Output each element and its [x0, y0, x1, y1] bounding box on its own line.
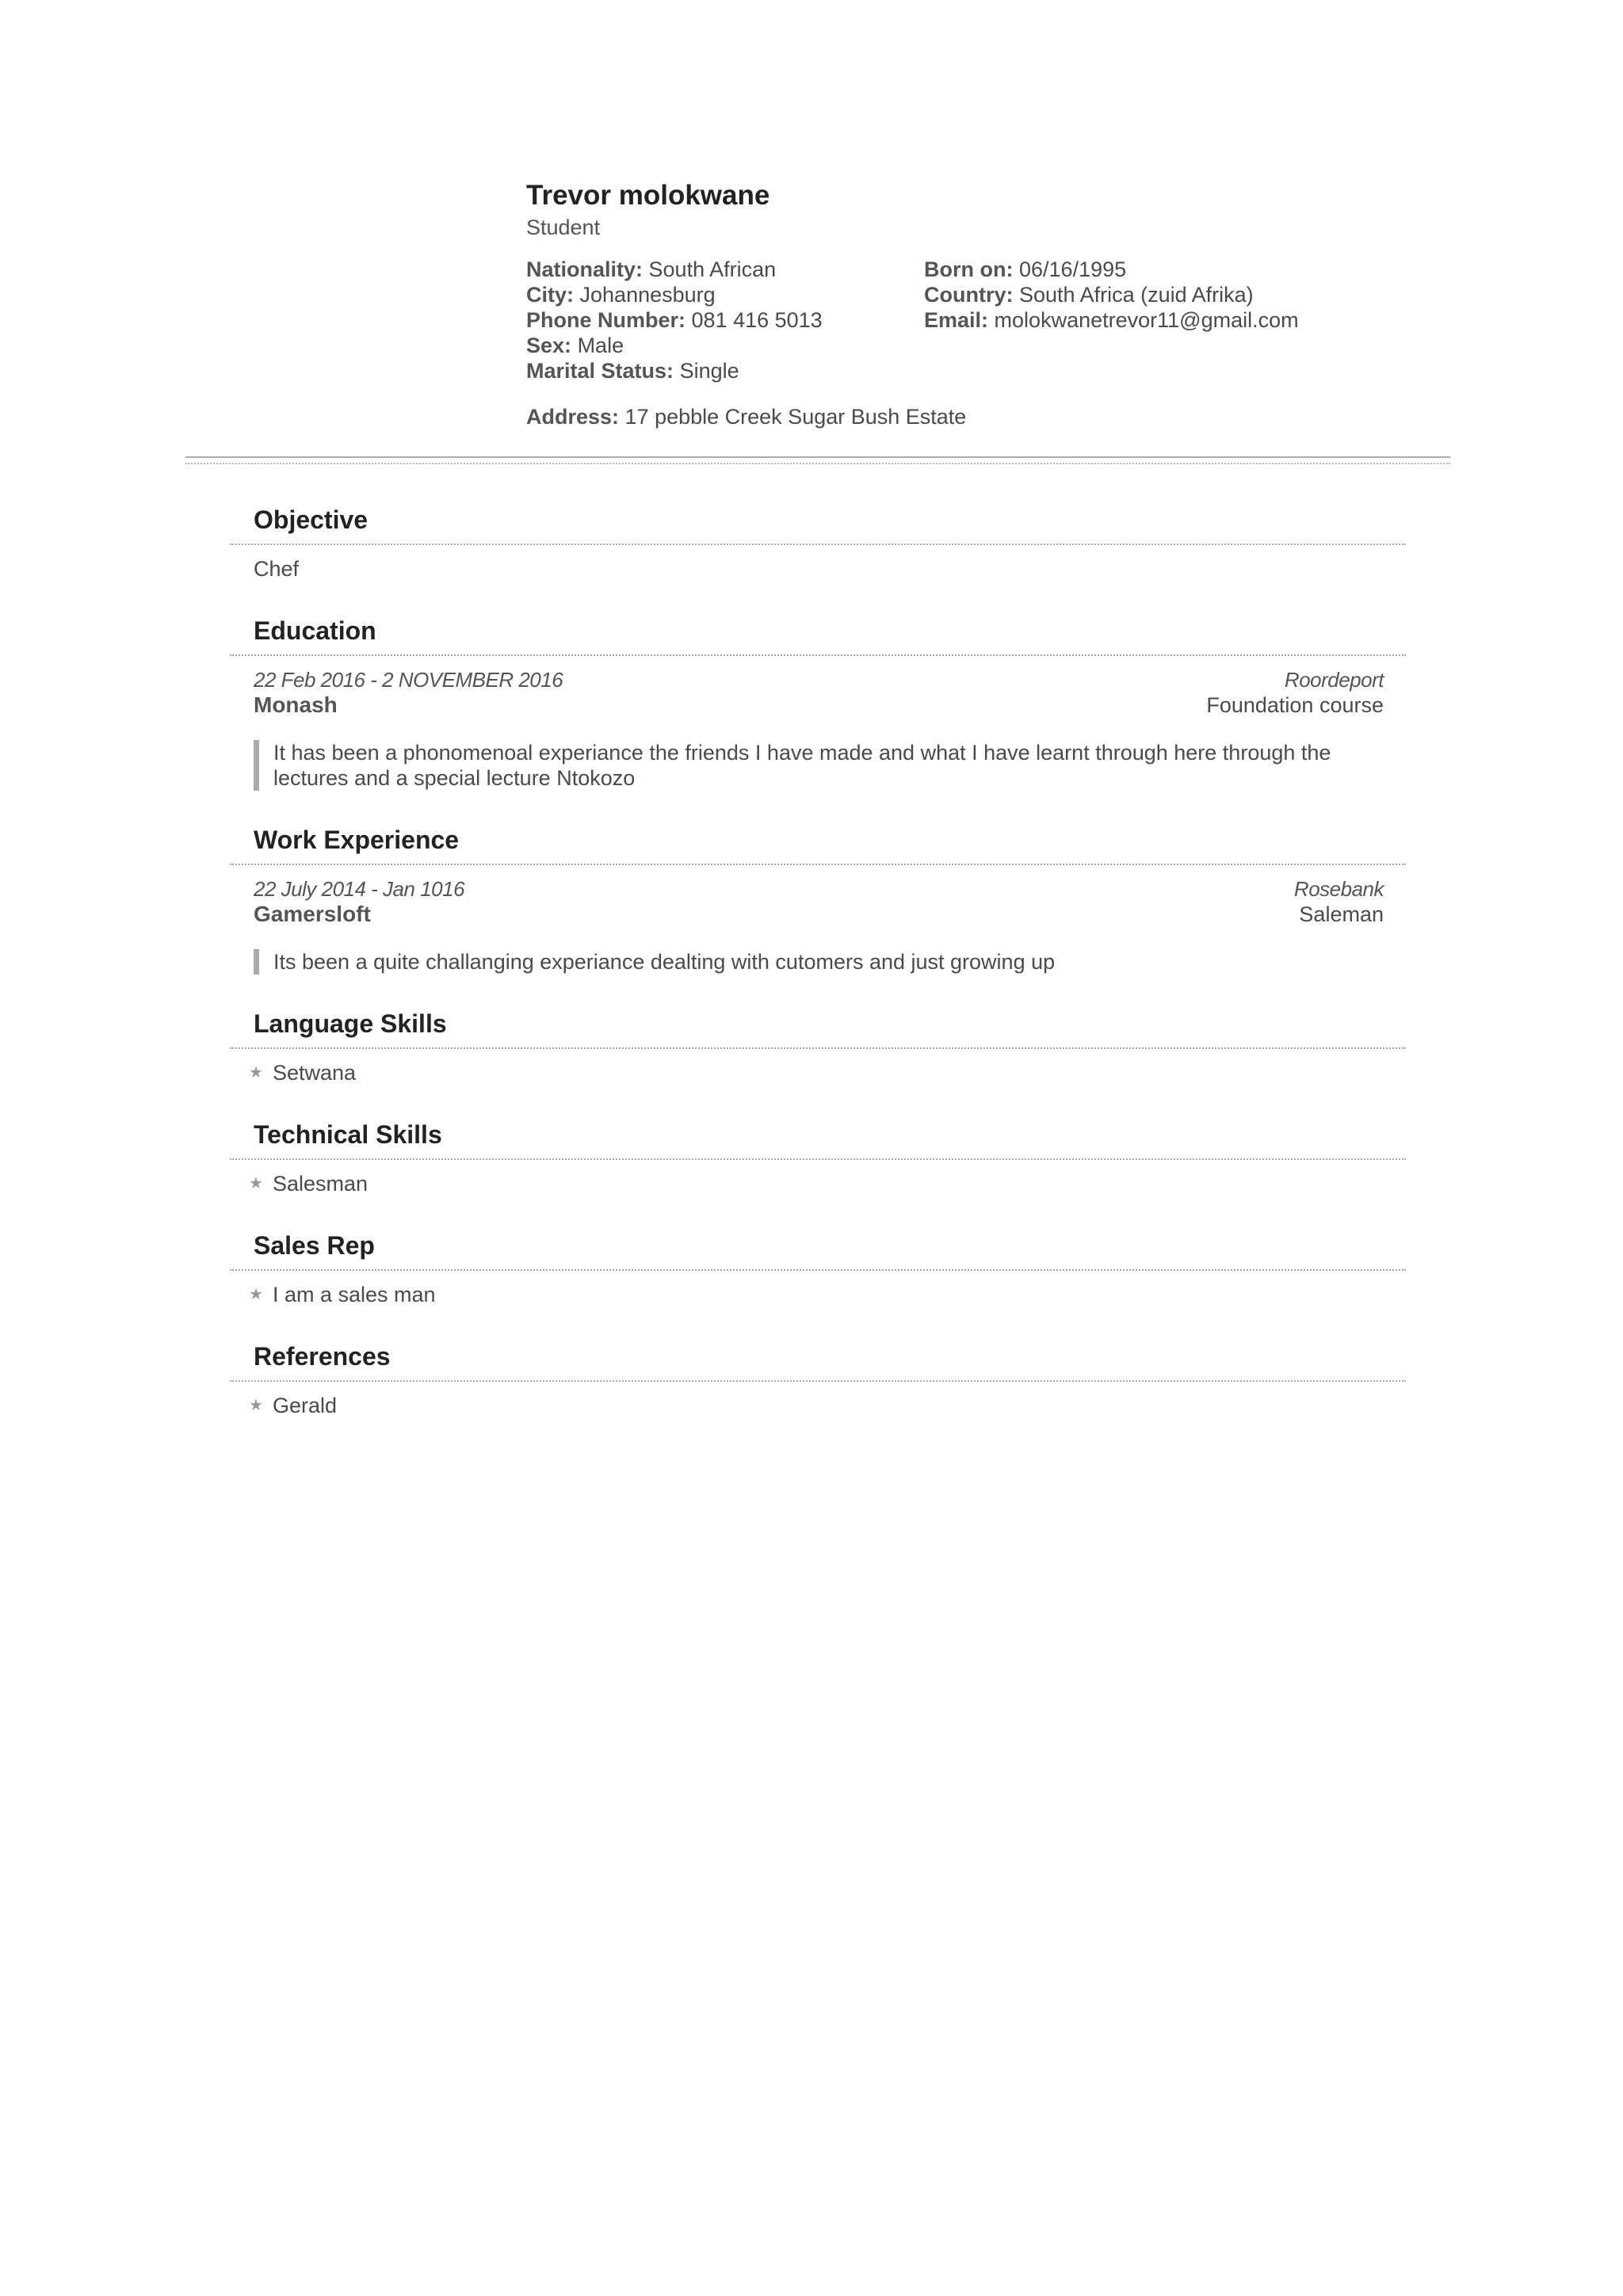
entry-organization: Gamersloft: [254, 902, 371, 926]
personal-info-left: [526, 257, 924, 383]
section-title: Technical Skills: [230, 1119, 1406, 1160]
nationality-row: Nationality: South African: [526, 257, 777, 281]
entry-location: Rosebank: [1293, 877, 1384, 901]
star-icon: ★: [249, 1064, 263, 1081]
star-icon: ★: [249, 1286, 263, 1303]
resume-header: [526, 179, 1477, 429]
education-section: [230, 615, 1406, 791]
entry-role: Foundation course: [1206, 693, 1384, 717]
star-icon: ★: [249, 1175, 263, 1192]
email-row: Email: molokwanetrevor11@gmail.com: [924, 308, 1299, 332]
marital-status-row: Marital Status: Single: [526, 359, 739, 383]
country-row: Country: South Africa (zuid Afrika): [924, 283, 1254, 307]
references-section: [230, 1341, 1406, 1418]
work-experience-section: [230, 824, 1406, 974]
section-title: Work Experience: [230, 824, 1406, 865]
list-item: ★ Setwana: [249, 1061, 357, 1085]
section-title: Education: [230, 615, 1406, 656]
entry-description: Its been a quite challanging experiance dealting with cutomers and just growing up: [254, 949, 1384, 974]
star-icon: ★: [249, 1397, 263, 1414]
entry-organization: Monash: [254, 692, 338, 717]
sex-row: Sex: Male: [526, 334, 624, 357]
list-item: ★ Gerald: [249, 1394, 337, 1417]
person-title: Student: [526, 215, 601, 239]
list-item: ★ Salesman: [249, 1172, 369, 1196]
city-row: City: Johannesburg: [526, 283, 716, 307]
objective-text: Chef: [254, 557, 300, 581]
section-title: Objective: [230, 504, 1406, 545]
sales-rep-section: [230, 1230, 1406, 1307]
section-title: Sales Rep: [230, 1230, 1406, 1271]
education-entry: [254, 667, 1384, 718]
entry-role: Saleman: [1299, 902, 1384, 926]
technical-skills-section: [230, 1119, 1406, 1196]
personal-info-right: [924, 257, 1322, 383]
work-entry: [254, 876, 1384, 927]
born-on-row: Born on: 06/16/1995: [924, 257, 1127, 281]
entry-location: Roordeport: [1284, 668, 1384, 692]
entry-date: 22 July 2014 - Jan 1016: [254, 877, 465, 901]
list-item: ★ I am a sales man: [249, 1283, 436, 1306]
header-divider: [185, 456, 1450, 464]
section-title: Language Skills: [230, 1008, 1406, 1049]
phone-row: Phone Number: 081 416 5013: [526, 308, 823, 332]
personal-info: [526, 257, 1477, 383]
language-skills-section: [230, 1008, 1406, 1085]
section-title: References: [230, 1341, 1406, 1382]
person-name: Trevor molokwane: [526, 180, 770, 211]
resume-body: [230, 504, 1406, 1451]
objective-section: [230, 504, 1406, 582]
entry-description: It has been a phonomenoal experiance the friends I have made and what I have learnt through here through the lectures and a special lecture Ntokozo: [254, 740, 1384, 791]
address-row: Address: 17 pebble Creek Sugar Bush Estate: [526, 405, 967, 429]
entry-date: 22 Feb 2016 - 2 NOVEMBER 2016: [254, 668, 563, 692]
